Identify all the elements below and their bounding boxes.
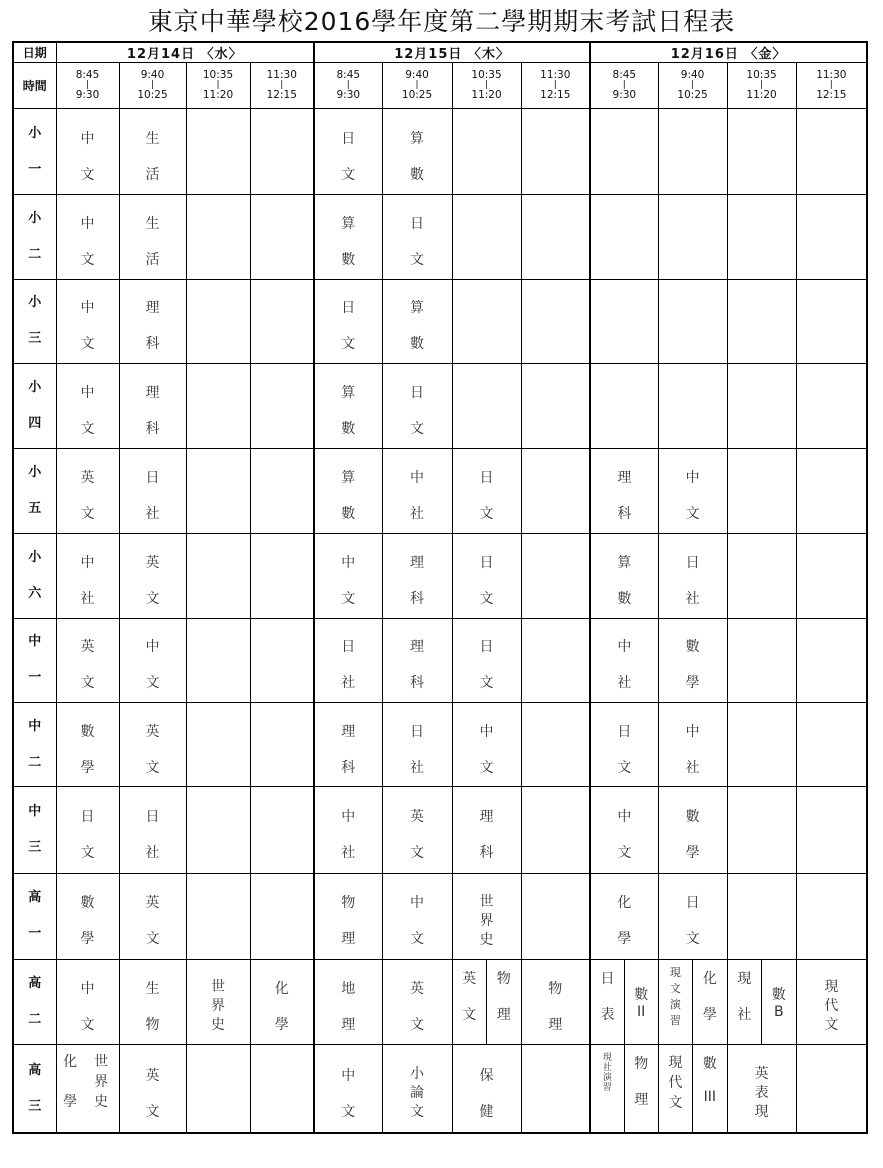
exam-cell: 英 文 (119, 873, 186, 959)
exam-option: 現 代 文 (668, 1055, 683, 1112)
empty-cell (186, 787, 250, 873)
empty-cell (250, 1045, 314, 1133)
exam-option: 現 文 演 習 (669, 965, 681, 1027)
exam-cell: 英 表 現 (727, 1045, 796, 1133)
grade-label: 小 六 (13, 533, 56, 618)
exam-cell: 中 文 (452, 703, 521, 787)
grade-label: 小 二 (13, 195, 56, 279)
empty-cell (186, 109, 250, 195)
exam-cell: 日 社 (119, 449, 186, 533)
exam-option: 數 III (692, 1045, 727, 1132)
empty-cell (521, 873, 590, 959)
split-exam-cell (590, 959, 658, 1044)
exam-cell: 生 活 (119, 109, 186, 195)
empty-cell (521, 618, 590, 702)
exam-cell: 理 科 (314, 703, 382, 787)
exam-schedule-table (12, 41, 868, 1134)
exam-cell: 中 社 (382, 449, 452, 533)
exam-cell: 理 科 (452, 787, 521, 873)
exam-cell: 日 文 (452, 449, 521, 533)
exam-cell: 中 文 (56, 364, 119, 449)
empty-cell (796, 1045, 867, 1133)
exam-cell: 算 數 (590, 533, 658, 618)
empty-cell (250, 618, 314, 702)
empty-cell (727, 195, 796, 279)
empty-cell (727, 703, 796, 787)
period-4-time: 11:30 | 12:15 (796, 63, 867, 109)
exam-cell: 英 文 (119, 533, 186, 618)
split-exam-cell (56, 1045, 119, 1133)
empty-cell (186, 533, 250, 618)
empty-cell (796, 109, 867, 195)
empty-cell (452, 109, 521, 195)
empty-cell (521, 703, 590, 787)
empty-cell (727, 787, 796, 873)
grade-row-m2 (13, 703, 867, 787)
empty-cell (250, 449, 314, 533)
exam-cell: 保 健 (452, 1045, 521, 1133)
empty-cell (452, 279, 521, 363)
empty-cell (521, 1045, 590, 1133)
exam-cell: 生 活 (119, 195, 186, 279)
split-exam-cell (452, 959, 521, 1044)
exam-option: 化 學 (63, 1054, 78, 1111)
period-4-time: 11:30 | 12:15 (521, 63, 590, 109)
empty-cell (521, 787, 590, 873)
grade-label: 小 三 (13, 279, 56, 363)
date-fri: 12月16日 〈金〉 (590, 42, 867, 63)
exam-cell: 中 文 (119, 618, 186, 702)
empty-cell (250, 279, 314, 363)
grade-row-m1 (13, 618, 867, 702)
exam-cell: 算 數 (382, 279, 452, 363)
empty-cell (590, 364, 658, 449)
exam-cell: 中 文 (590, 787, 658, 873)
date-label: 日期 (13, 42, 56, 63)
exam-cell: 日 社 (314, 618, 382, 702)
exam-cell: 日 文 (590, 703, 658, 787)
empty-cell (727, 109, 796, 195)
empty-cell (590, 109, 658, 195)
exam-cell: 日 文 (382, 364, 452, 449)
exam-cell: 理 科 (382, 533, 452, 618)
exam-cell: 小 論 文 (382, 1045, 452, 1133)
time-label: 時間 (13, 63, 56, 109)
exam-cell: 中 文 (56, 195, 119, 279)
grade-row-m3 (13, 787, 867, 873)
exam-cell: 理 科 (119, 279, 186, 363)
empty-cell (658, 364, 727, 449)
empty-cell (186, 279, 250, 363)
exam-cell: 日 文 (452, 533, 521, 618)
exam-cell: 理 科 (590, 449, 658, 533)
exam-cell: 地 理 (314, 959, 382, 1044)
grade-label: 中 三 (13, 787, 56, 873)
empty-cell (186, 618, 250, 702)
exam-cell: 日 文 (452, 618, 521, 702)
exam-cell: 中 文 (56, 959, 119, 1044)
empty-cell (186, 449, 250, 533)
split-exam-cell (658, 1045, 727, 1133)
empty-cell (186, 364, 250, 449)
empty-cell (521, 195, 590, 279)
period-1-time: 8:45 | 9:30 (314, 63, 382, 109)
empty-cell (796, 533, 867, 618)
exam-option: 化 學 (692, 960, 727, 1044)
exam-cell: 日 文 (382, 195, 452, 279)
period-2-time: 9:40 | 10:25 (658, 63, 727, 109)
exam-option: 數 B (761, 960, 796, 1044)
empty-cell (186, 703, 250, 787)
exam-cell: 物 理 (314, 873, 382, 959)
exam-cell: 日 文 (314, 109, 382, 195)
exam-cell: 算 數 (314, 449, 382, 533)
empty-cell (521, 279, 590, 363)
exam-cell: 數 學 (658, 787, 727, 873)
period-3-time: 10:35 | 11:20 (452, 63, 521, 109)
empty-cell (250, 533, 314, 618)
grade-row-s3 (13, 279, 867, 363)
period-3-time: 10:35 | 11:20 (186, 63, 250, 109)
empty-cell (521, 109, 590, 195)
grade-label: 中 一 (13, 618, 56, 702)
period-2-time: 9:40 | 10:25 (382, 63, 452, 109)
empty-cell (521, 533, 590, 618)
exam-cell: 中 文 (314, 533, 382, 618)
exam-cell: 數 學 (56, 703, 119, 787)
exam-option: 物 理 (624, 1045, 658, 1132)
empty-cell (796, 279, 867, 363)
exam-cell: 英 文 (119, 703, 186, 787)
exam-cell: 中 文 (658, 449, 727, 533)
exam-cell: 中 文 (314, 1045, 382, 1133)
date-header-row (13, 42, 867, 63)
exam-cell: 算 數 (314, 195, 382, 279)
exam-cell: 數 學 (658, 618, 727, 702)
empty-cell (250, 787, 314, 873)
empty-cell (250, 109, 314, 195)
split-exam-cell (727, 959, 796, 1044)
grade-row-h2 (13, 959, 867, 1044)
empty-cell (796, 449, 867, 533)
page-title: 東京中華學校2016學年度第二學期期末考試日程表 (147, 7, 736, 36)
date-wed: 12月14日 〈水〉 (56, 42, 314, 63)
exam-cell: 理 科 (119, 364, 186, 449)
exam-cell: 英 文 (382, 959, 452, 1044)
empty-cell (727, 873, 796, 959)
exam-cell: 英 文 (56, 618, 119, 702)
grade-row-s1 (13, 109, 867, 195)
period-1-time: 8:45 | 9:30 (56, 63, 119, 109)
exam-cell: 日 社 (119, 787, 186, 873)
grade-row-s2 (13, 195, 867, 279)
empty-cell (796, 618, 867, 702)
exam-cell: 算 數 (382, 109, 452, 195)
empty-cell (658, 109, 727, 195)
exam-cell: 世 界 史 (452, 873, 521, 959)
grade-row-s6 (13, 533, 867, 618)
exam-cell: 中 社 (590, 618, 658, 702)
empty-cell (521, 364, 590, 449)
exam-cell: 理 科 (382, 618, 452, 702)
grade-label: 高 二 (13, 959, 56, 1044)
exam-option: 日 表 (600, 970, 615, 1023)
exam-cell: 生 物 (119, 959, 186, 1044)
exam-option: 英 文 (462, 970, 477, 1023)
empty-cell (452, 195, 521, 279)
period-1-time: 8:45 | 9:30 (590, 63, 658, 109)
grade-label: 高 三 (13, 1045, 56, 1133)
empty-cell (796, 787, 867, 873)
empty-cell (796, 703, 867, 787)
empty-cell (727, 279, 796, 363)
empty-cell (727, 364, 796, 449)
time-header-row (13, 63, 867, 109)
period-3-time: 10:35 | 11:20 (727, 63, 796, 109)
empty-cell (658, 279, 727, 363)
empty-cell (796, 195, 867, 279)
exam-cell: 化 學 (590, 873, 658, 959)
split-exam-cell (590, 1045, 658, 1133)
exam-cell: 世 界 史 (186, 959, 250, 1044)
exam-cell: 英 文 (119, 1045, 186, 1133)
exam-option: 現 社 (737, 970, 752, 1023)
period-2-time: 9:40 | 10:25 (119, 63, 186, 109)
empty-cell (727, 618, 796, 702)
empty-cell (590, 279, 658, 363)
grade-label: 小 五 (13, 449, 56, 533)
grade-label: 小 一 (13, 109, 56, 195)
exam-cell: 日 文 (658, 873, 727, 959)
exam-cell: 中 社 (314, 787, 382, 873)
empty-cell (796, 364, 867, 449)
empty-cell (186, 195, 250, 279)
empty-cell (250, 703, 314, 787)
exam-cell: 日 社 (658, 533, 727, 618)
grade-label: 小 四 (13, 364, 56, 449)
empty-cell (250, 873, 314, 959)
date-thu: 12月15日 〈木〉 (314, 42, 590, 63)
exam-cell: 算 數 (314, 364, 382, 449)
grade-row-s4 (13, 364, 867, 449)
exam-cell: 英 文 (56, 449, 119, 533)
exam-cell: 日 文 (56, 787, 119, 873)
exam-cell: 化 學 (250, 959, 314, 1044)
period-4-time: 11:30 | 12:15 (250, 63, 314, 109)
empty-cell (250, 364, 314, 449)
exam-cell: 英 文 (382, 787, 452, 873)
empty-cell (796, 873, 867, 959)
empty-cell (452, 364, 521, 449)
empty-cell (658, 195, 727, 279)
grade-label: 中 二 (13, 703, 56, 787)
empty-cell (186, 1045, 250, 1133)
empty-cell (727, 449, 796, 533)
exam-cell: 日 社 (382, 703, 452, 787)
grade-row-s5 (13, 449, 867, 533)
exam-cell: 中 文 (382, 873, 452, 959)
grade-row-h1 (13, 873, 867, 959)
exam-cell: 中 社 (56, 533, 119, 618)
empty-cell (521, 449, 590, 533)
empty-cell (186, 873, 250, 959)
exam-cell: 數 學 (56, 873, 119, 959)
empty-cell (250, 195, 314, 279)
exam-option: 現 社 演 習 (602, 1053, 612, 1094)
split-exam-cell (658, 959, 727, 1044)
grade-row-h3 (13, 1045, 867, 1133)
exam-option: 物 理 (486, 960, 521, 1044)
exam-cell: 中 社 (658, 703, 727, 787)
exam-cell: 中 文 (56, 279, 119, 363)
exam-cell: 日 文 (314, 279, 382, 363)
exam-cell: 現 代 文 (796, 959, 867, 1044)
empty-cell (727, 533, 796, 618)
exam-option: 世 界 史 (94, 1054, 109, 1111)
exam-option: 數 II (624, 960, 658, 1044)
exam-cell: 物 理 (521, 959, 590, 1044)
exam-cell: 中 文 (56, 109, 119, 195)
grade-label: 高 一 (13, 873, 56, 959)
empty-cell (590, 195, 658, 279)
